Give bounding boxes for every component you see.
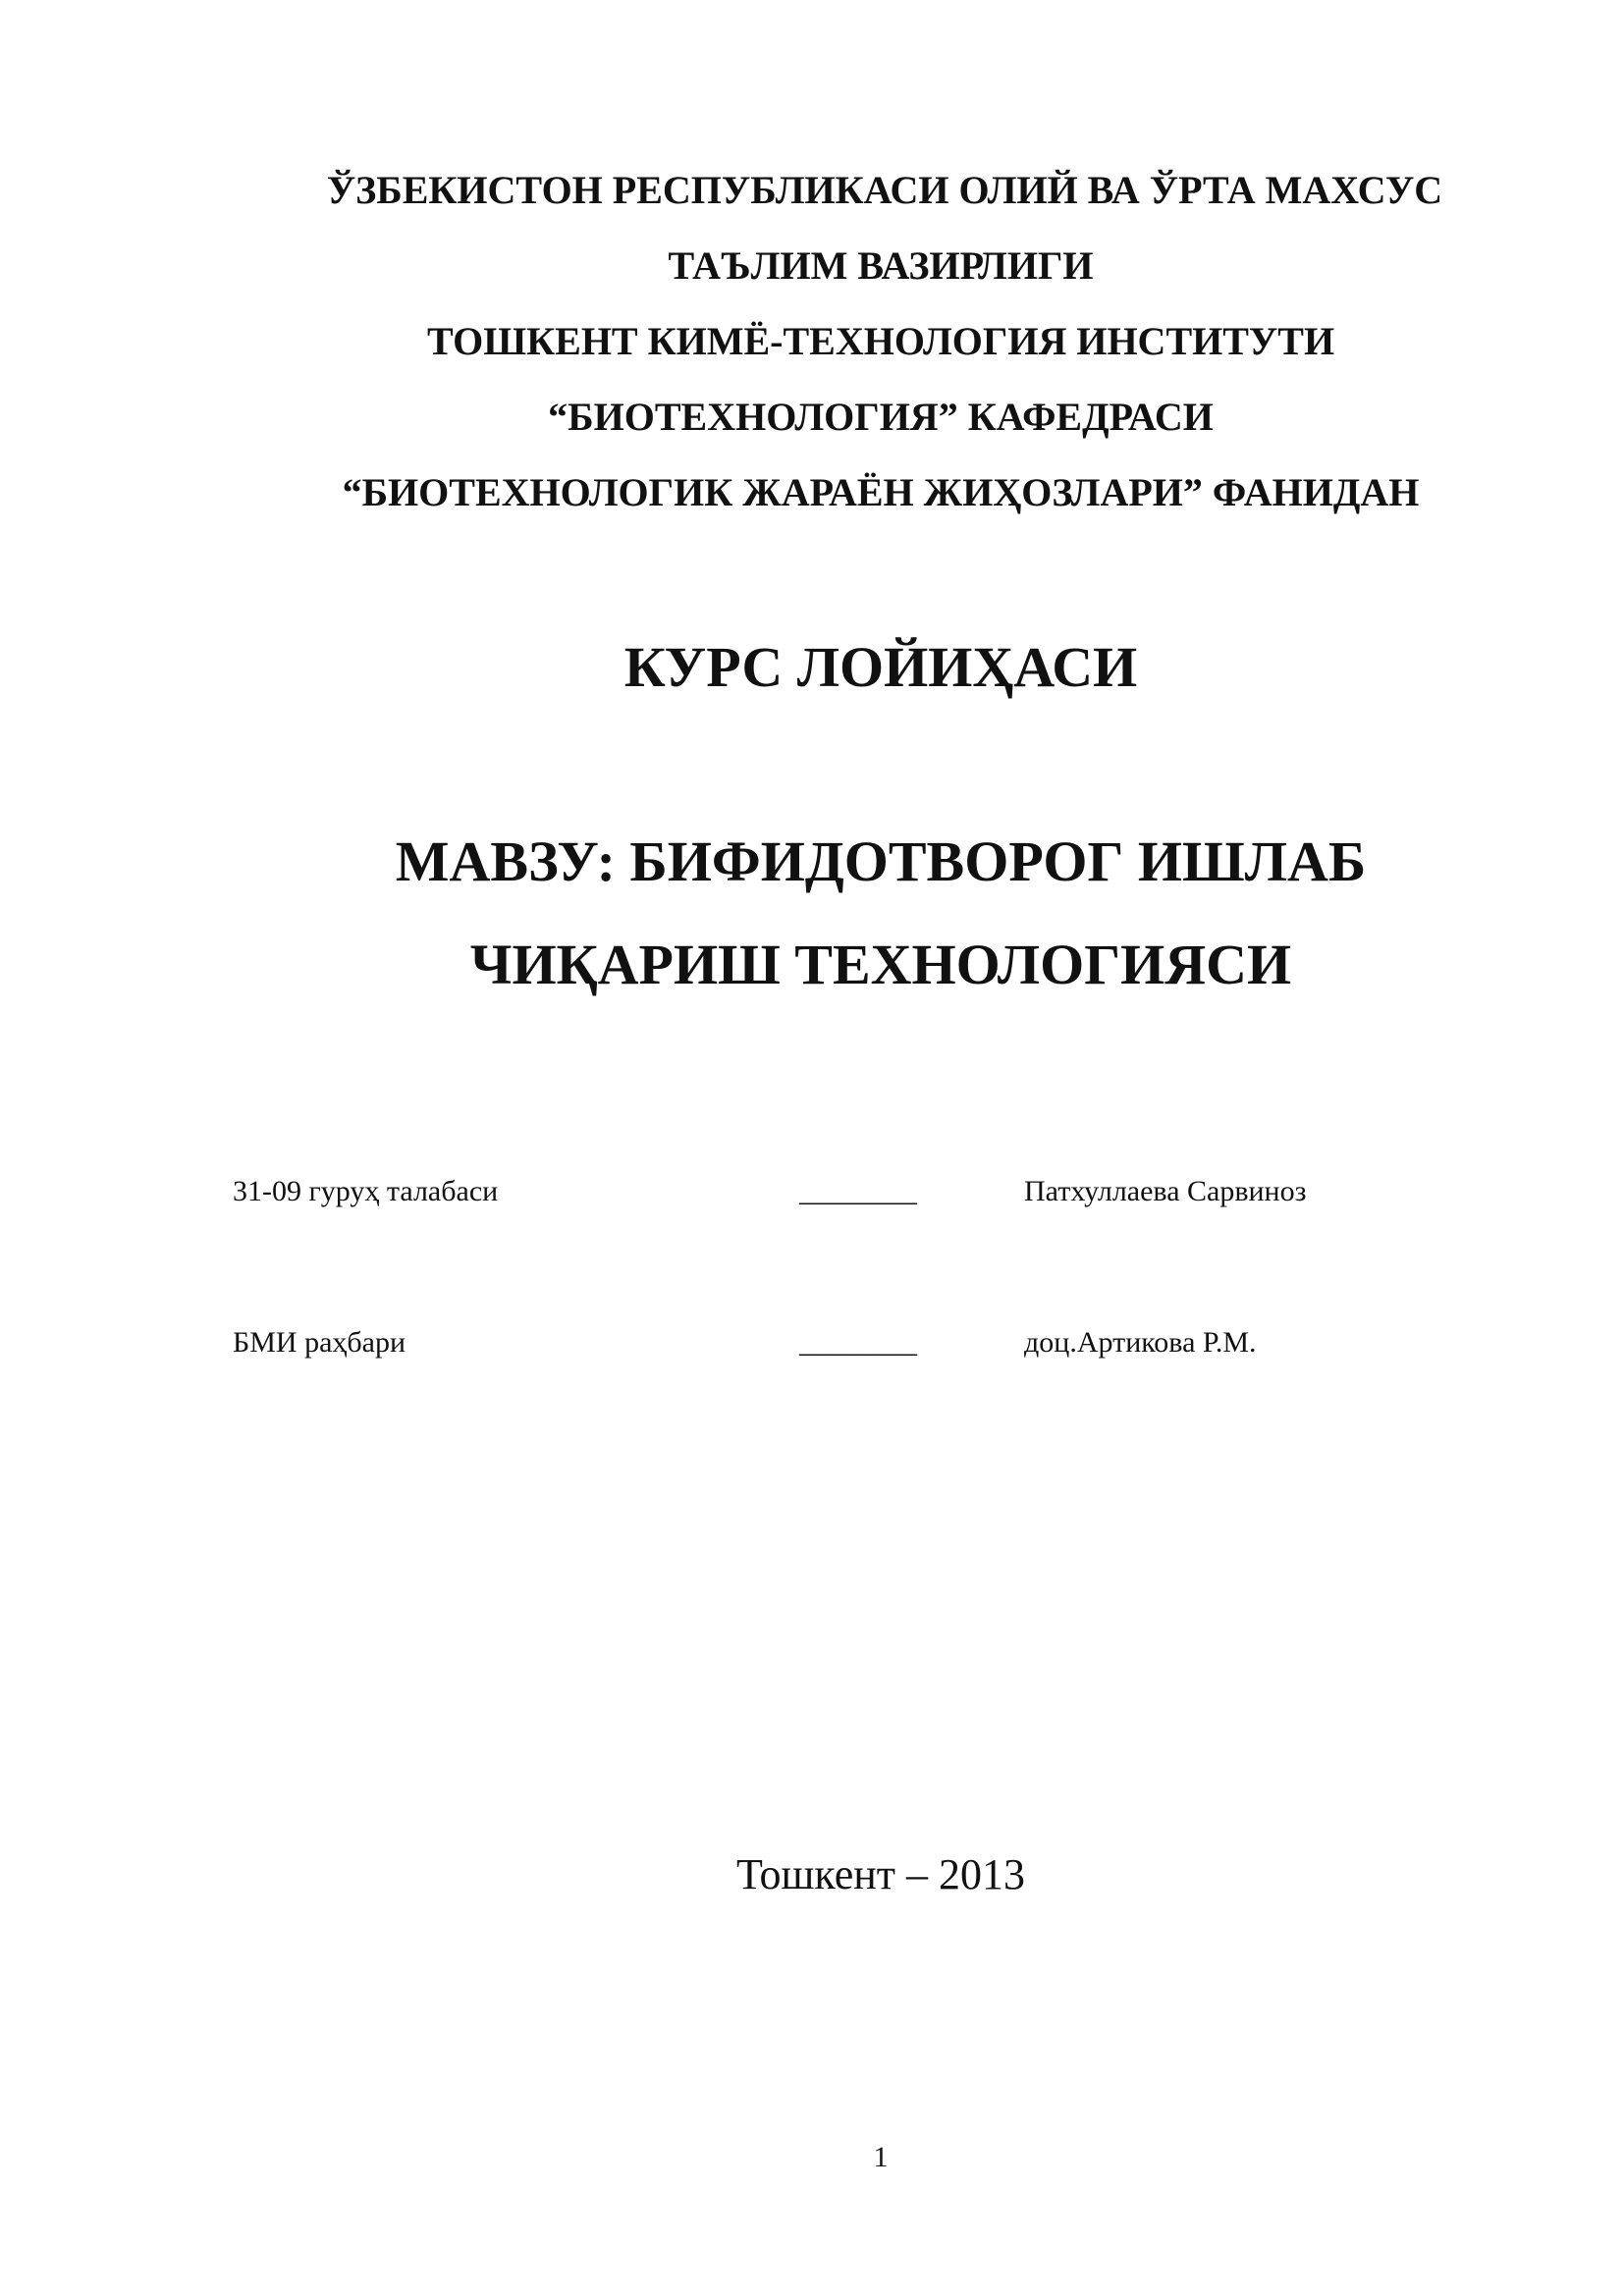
department-name: “БИОТЕХНОЛОГИЯ” КАФЕДРАСИ [548, 395, 1214, 439]
institute-name: ТОШКЕНТ КИМЁ-ТЕХНОЛОГИЯ ИНСТИТУТИ [426, 319, 1335, 363]
topic-heading [69, 810, 1624, 1016]
subject-name: “БИОТЕХНОЛОГИК ЖАРАЁН ЖИҲОЗЛАРИ” ФАНИДАН [342, 470, 1420, 514]
ministry-line-2: ТАЪЛИМ ВАЗИРЛИГИ [668, 243, 1094, 288]
city-year: Тошкент – 2013 [735, 1850, 1026, 1898]
supervisor-name: доц.Артикова Р.М. [1024, 1326, 1257, 1359]
topic-line-2: ЧИҚАРИШ ТЕХНОЛОГИЯСИ [469, 933, 1292, 996]
page-number: 1 [873, 2141, 889, 2173]
ministry-line-1: ЎЗБЕКИСТОН РЕСПУБЛИКАСИ ОЛИЙ ВА ЎРТА МАХСУС [326, 168, 1443, 212]
institution-header [0, 152, 1624, 530]
supervisor-signature-line: ________ [799, 1326, 917, 1359]
supervisor-role: БМИ раҳбари [233, 1326, 406, 1359]
student-signature-line: ________ [799, 1175, 917, 1207]
student-signature-row [0, 1170, 1624, 1213]
supervisor-signature-row [0, 1321, 1624, 1364]
course-project-title: КУРС ЛОЙИҲАСИ [623, 635, 1138, 699]
topic-line-1: МАВЗУ: БИФИДОТВОРОГ ИШЛАБ [395, 829, 1367, 893]
student-name: Патхуллаева Сарвиноз [1024, 1175, 1307, 1207]
student-role: 31-09 гуруҳ талабаси [233, 1175, 499, 1207]
